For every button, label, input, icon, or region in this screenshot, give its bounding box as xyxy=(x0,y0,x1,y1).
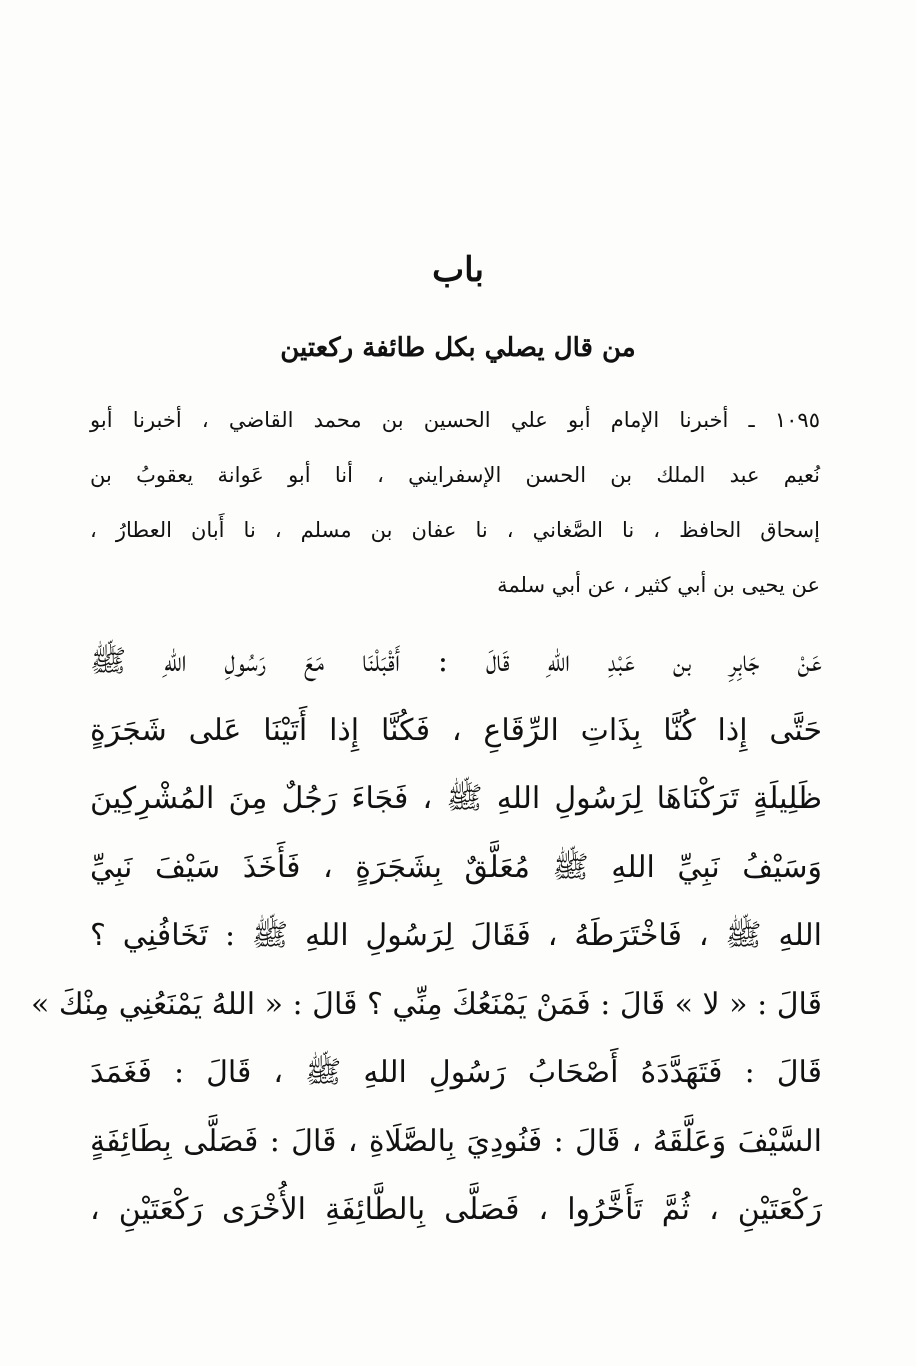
matn-line: رَكْعَتَيْنِ ، ثُمَّ تَأَخَّرُوا ، فَصَلَّى بِالطَّائِفَةِ الأُخْرَى رَكْعَتَيْنِ ، xyxy=(90,1192,822,1227)
matn-line: قَالَ : « لا » قَالَ : فَمَنْ يَمْنَعُكَ مِنِّي ؟ قَالَ : « اللهُ يَمْنَعُنِي مِنْكَ » xyxy=(30,986,822,1022)
matn-line: قَالَ : فَتَهَدَّدَهُ أَصْحَابُ رَسُولِ اللهِ ﷺ ، قَالَ : فَغَمَدَ xyxy=(90,1055,822,1090)
isnad-line: ١٠٩٥ ـ أخبرنا الإمام أبو علي الحسين بن محمد القاضي ، أخبرنا أبو xyxy=(90,408,820,432)
chapter-title: باب xyxy=(432,250,484,290)
matn-paragraph xyxy=(30,628,823,1245)
matn-line: السَّيْفَ وَعَلَّقَهُ ، قَالَ : فَنُودِيَ بِالصَّلَاةِ ، قَالَ : فَصَلَّى بِطَائِفَةٍ xyxy=(90,1123,822,1159)
matn-line: ظَلِيلَةٍ تَرَكْنَاهَا لِرَسُولِ اللهِ ﷺ ، فَجَاءَ رَجُلٌ مِنَ المُشْرِكِينَ xyxy=(90,781,822,816)
matn-line: وَسَيْفُ نَبِيِّ اللهِ ﷺ مُعَلَّقٌ بِشَجَرَةٍ ، فَأَخَذَ سَيْفَ نَبِيِّ xyxy=(90,849,822,885)
isnad-line: إسحاق الحافظ ، نا الصَّغاني ، نا عفان بن مسلم ، نا أَبان العطارُ ، xyxy=(90,518,820,542)
matn-line: اللهِ ﷺ ، فَاخْتَرَطَهُ ، فَقَالَ لِرَسُولِ اللهِ ﷺ : تَخَافُنِي ؟ xyxy=(90,918,822,953)
isnad-line: عن يحيى بن أبي كثير ، عن أبي سلمة xyxy=(497,573,820,597)
matn-line: عَنْ جَابِرِ بن عَبْدِ اللهِ قَالَ : أَقْبَلْنَا مَعَ رَسُولِ اللهِ ﷺ xyxy=(90,644,822,679)
isnad-paragraph xyxy=(90,393,820,613)
matn-line: حَتَّى إِذا كُنَّا بِذَاتِ الرِّقَاعِ ، فَكُنَّا إِذا أَتَيْنَا عَلى شَجَرَةٍ xyxy=(90,712,823,748)
isnad-line: نُعيم عبد الملك بن الحسن الإسفرايني ، أنا أبو عَوانة يعقوبُ بن xyxy=(90,463,820,487)
chapter-heading: من قال يصلي بكل طائفة ركعتين xyxy=(280,333,636,363)
